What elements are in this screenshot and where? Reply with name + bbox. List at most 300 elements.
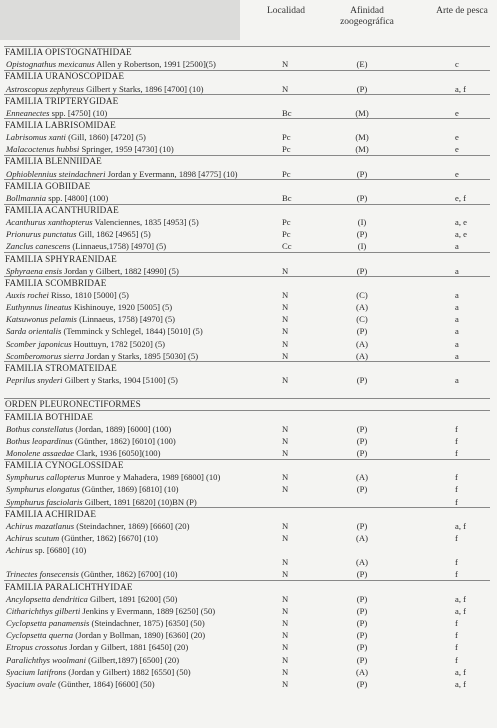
localidad-cell: N (282, 533, 289, 543)
localidad-cell: N (282, 678, 289, 689)
species-row (0, 423, 497, 435)
species-cell (6, 228, 151, 240)
row-divider (4, 410, 490, 411)
arte-de-pesca-cell: a (455, 241, 459, 252)
species-cell (6, 325, 203, 337)
species-taxon: Symphurus fasciolaris (6, 496, 83, 507)
species-row (0, 447, 497, 459)
localidad-cell: Bc (282, 107, 292, 118)
arte-de-pesca-cell: a (455, 338, 459, 349)
family-name: FAMILIA OPISTOGNATHIDAE (5, 47, 132, 57)
localidad-cell: Bc (282, 192, 292, 203)
species-row (0, 496, 497, 508)
species-cell (6, 216, 199, 228)
species-cell (6, 313, 175, 325)
localidad-cell: Pc (282, 132, 291, 143)
species-taxon: Scomber japonicus (6, 338, 72, 349)
localidad-cell: N (282, 375, 289, 385)
species-taxon: Etropus crossotus (6, 642, 68, 653)
species-row (0, 338, 497, 350)
arte-de-pesca-cell: f (455, 618, 458, 628)
species-taxon: Symphurus elongatus (6, 484, 80, 495)
species-cell (6, 374, 178, 386)
afinidad-cell: (M) (355, 132, 369, 143)
species-cell (6, 629, 205, 641)
arte-de-pesca-cell: e (455, 107, 459, 118)
afinidad-cell: (C) (356, 290, 368, 300)
species-row (0, 532, 497, 544)
afinidad-cell: (P) (356, 642, 368, 653)
family-row (0, 459, 497, 471)
afinidad-cell: (I) (357, 217, 367, 228)
family-name: FAMILIA PARALICHTHYIDAE (5, 581, 133, 592)
family-name: FAMILIA TRIPTERYGIDAE (5, 95, 119, 106)
species-cell (6, 544, 86, 556)
species-cell (6, 568, 178, 580)
species-row (0, 168, 497, 180)
species-author: Jordan y Gilbert, 1881 [6450] (20) (69, 642, 189, 653)
row-divider (4, 276, 490, 277)
localidad-cell: Pc (282, 144, 291, 155)
localidad-cell: N (282, 59, 289, 70)
arte-de-pesca-cell: c (455, 59, 459, 70)
species-row (0, 605, 497, 617)
afinidad-cell: (P) (356, 654, 368, 665)
species-row (0, 641, 497, 653)
localidad-cell: N (282, 290, 289, 300)
family-row (0, 277, 497, 289)
family-row (0, 95, 497, 107)
arte-de-pesca-cell: e (455, 168, 459, 179)
afinidad-cell: (P) (356, 593, 368, 604)
afinidad-cell: (A) (356, 533, 368, 543)
row-divider (4, 507, 490, 508)
afinidad-cell: (P) (356, 630, 368, 641)
arte-de-pesca-cell: a, f (455, 605, 466, 616)
species-row (0, 544, 497, 556)
family-name: FAMILIA CYNOGLOSSIDAE (5, 460, 124, 471)
arte-de-pesca-cell: f (455, 447, 458, 458)
species-cell (6, 350, 198, 362)
arte-de-pesca-cell: f (455, 533, 458, 543)
afinidad-cell: (A) (356, 350, 368, 361)
species-author: Jordan y Starks, 1895 [5030] (5) (86, 350, 199, 361)
species-author: Risso, 1810 [5000] (5) (51, 290, 129, 300)
arte-de-pesca-cell: f (455, 654, 458, 665)
column-header-arte-de-pesca: Arte de pesca (436, 6, 488, 16)
afinidad-cell: (P) (356, 678, 368, 689)
afinidad-cell: (E) (356, 59, 368, 70)
species-cell (6, 289, 129, 301)
species-cell (6, 641, 188, 653)
species-taxon: Scomberomorus sierra (6, 350, 85, 361)
family-row (0, 508, 497, 520)
localidad-cell: N (282, 484, 289, 495)
species-author: sp. [6680] (10) (34, 545, 87, 556)
species-taxon: Monolene assaedae (6, 447, 75, 458)
species-author: Jenkins y Evermann, 1889 [6250] (50) (82, 605, 216, 616)
afinidad-cell: (P) (356, 375, 368, 385)
species-row (0, 654, 497, 666)
afinidad-cell: (P) (356, 423, 368, 434)
species-cell (6, 192, 108, 204)
arte-de-pesca-cell: a (455, 302, 459, 313)
arte-de-pesca-cell: a, f (455, 678, 466, 689)
localidad-cell: N (282, 350, 289, 361)
localidad-cell: N (282, 338, 289, 349)
species-taxon: Sarda orientalis (6, 326, 62, 337)
family-name: FAMILIA SPHYRAENIDAE (5, 253, 117, 264)
species-taxon: Sphyraena ensis (6, 265, 63, 276)
species-author: Gill, 1862 [4965] (5) (78, 229, 151, 240)
species-row (0, 131, 497, 143)
species-taxon: Malacoctenus hubbsi (6, 144, 80, 155)
species-cell (6, 666, 191, 678)
arte-de-pesca-cell: a, f (455, 520, 466, 531)
localidad-cell: N (282, 83, 289, 94)
species-author: Gilbert, 1891 [6200] (50) (90, 593, 178, 604)
arte-de-pesca-cell: a (455, 326, 459, 337)
localidad-cell: N (282, 605, 289, 616)
species-author: (Günther, 1862) [6010] (100) (74, 435, 176, 446)
species-taxon: Ophioblennius steindachneri (6, 168, 106, 179)
species-author: Gilbert y Starks, 1904 [5100] (5) (64, 375, 178, 385)
localidad-cell: N (282, 520, 289, 531)
family-name: FAMILIA LABRISOMIDAE (5, 119, 116, 130)
species-taxon: Bothus leopardinus (6, 435, 73, 446)
row-divider (4, 118, 490, 119)
species-cell (6, 617, 205, 629)
column-header-localidad: Localidad (267, 6, 305, 16)
afinidad-line-2: zoogeográfica (340, 17, 394, 27)
species-row (0, 83, 497, 95)
arte-de-pesca-cell: a, f (455, 83, 466, 94)
species-taxon: Peprilus snyderi (6, 375, 63, 385)
localidad-cell: N (282, 423, 289, 434)
row-divider (4, 94, 490, 95)
family-name: ORDEN PLEURONECTIFORMES (5, 399, 141, 410)
species-cell (6, 107, 107, 119)
localidad-cell: Pc (282, 217, 291, 228)
species-taxon: Syacium ovale (6, 678, 56, 689)
species-cell (6, 423, 171, 435)
species-row (0, 289, 497, 301)
species-author: Springer, 1959 [4730] (10) (81, 144, 174, 155)
localidad-cell: Cc (282, 241, 292, 252)
arte-de-pesca-cell: a (455, 350, 459, 361)
species-cell (6, 338, 165, 350)
species-author: Clark, 1936 [6050](100) (76, 447, 161, 458)
species-row (0, 240, 497, 252)
species-row (0, 228, 497, 240)
species-taxon: Katsuwonus pelamis (6, 314, 77, 325)
afinidad-cell: (P) (356, 265, 368, 276)
species-row (0, 265, 497, 277)
family-row (0, 362, 497, 374)
species-cell (6, 58, 216, 70)
afinidad-cell: (A) (356, 472, 368, 483)
species-taxon: Acanthurus xanthopterus (6, 217, 93, 228)
localidad-cell: N (282, 326, 289, 337)
family-name: FAMILIA BLENNIIDAE (5, 156, 102, 167)
species-author: (Linnaeus,1758) [4970] (5) (72, 241, 167, 252)
species-cell (6, 654, 179, 666)
species-taxon: Ancylopsetta dendritica (6, 593, 88, 604)
species-row (0, 629, 497, 641)
species-row (0, 520, 497, 532)
species-cell (6, 471, 220, 483)
species-row (0, 216, 497, 228)
arte-de-pesca-cell: a (455, 265, 459, 276)
species-taxon: Opistognathus mexicanus (6, 59, 95, 70)
afinidad-cell: (A) (356, 557, 368, 568)
arte-de-pesca-cell: f (455, 484, 458, 495)
header-shaded-band (0, 0, 240, 40)
species-cell (6, 532, 158, 544)
row-divider (4, 204, 490, 205)
arte-de-pesca-cell: a, e (455, 217, 467, 228)
afinidad-cell: (P) (356, 520, 368, 531)
localidad-cell: N (282, 557, 289, 568)
afinidad-cell: (M) (355, 144, 369, 155)
afinidad-line-1: Afinidad (350, 6, 384, 16)
family-row (0, 581, 497, 593)
arte-de-pesca-cell: a, f (455, 593, 466, 604)
arte-de-pesca-cell: e (455, 132, 459, 143)
species-author: (Gilbert,1897) [6500] (20) (88, 654, 180, 665)
family-name: FAMILIA GOBIIDAE (5, 180, 91, 191)
row-divider (4, 70, 490, 71)
species-cell (6, 131, 146, 143)
localidad-cell: N (282, 435, 289, 446)
arte-de-pesca-cell: f (455, 423, 458, 434)
arte-de-pesca-cell: f (455, 496, 458, 507)
species-taxon: Cyclopsetta querna (6, 630, 74, 641)
family-row (0, 180, 497, 192)
row-divider (4, 361, 490, 362)
family-name: FAMILIA URANOSCOPIDAE (5, 71, 125, 82)
species-author: spp. [4800] (100) (48, 192, 109, 203)
species-taxon: Citharichthys gilberti (6, 605, 81, 616)
species-cell (6, 143, 174, 155)
afinidad-cell: (P) (356, 326, 368, 337)
family-row (0, 46, 497, 58)
species-taxon: Syacium latifrons (6, 666, 67, 677)
localidad-cell: N (282, 569, 289, 580)
species-taxon: Prionurus punctatus (6, 229, 77, 240)
arte-de-pesca-cell: f (455, 642, 458, 653)
afinidad-cell: (P) (356, 83, 368, 94)
species-row (0, 143, 497, 155)
row-divider (4, 46, 490, 47)
family-name: FAMILIA STROMATEIDAE (5, 362, 117, 373)
family-name: FAMILIA BOTHIDAE (5, 411, 93, 422)
localidad-cell: N (282, 642, 289, 653)
species-row (0, 678, 497, 690)
species-taxon: Symphurus callopterus (6, 472, 86, 483)
species-taxon: Paralichthys woolmani (6, 654, 86, 665)
localidad-cell: N (282, 593, 289, 604)
species-cell (6, 483, 178, 495)
species-author: Gilbert y Starks, 1896 [4700] (10) (86, 83, 204, 94)
species-taxon: Labrisomus xanti (6, 132, 66, 143)
species-author: Jordan y Gilbert, 1882 [4990] (5) (64, 265, 179, 276)
afinidad-cell: (P) (356, 618, 368, 628)
localidad-cell: N (282, 666, 289, 677)
species-row (0, 301, 497, 313)
arte-de-pesca-cell: f (455, 557, 458, 568)
species-row (0, 666, 497, 678)
arte-de-pesca-cell: a, e (455, 229, 467, 240)
species-taxon: Auxis rochei (6, 290, 49, 300)
species-taxon: Achirus mazatlanus (6, 520, 75, 531)
species-cell (6, 83, 204, 95)
family-name: FAMILIA ACHIRIDAE (5, 508, 97, 519)
species-cell (6, 593, 177, 605)
species-author: (Temminck y Schlegel, 1844) [5010] (5) (63, 326, 203, 337)
arte-de-pesca-cell: f (455, 472, 458, 483)
species-cell (6, 240, 166, 252)
afinidad-cell: (A) (356, 338, 368, 349)
species-cell (6, 265, 179, 277)
species-author: (Jordan, 1889) [6000] (100) (75, 423, 172, 434)
afinidad-cell: (A) (356, 666, 368, 677)
arte-de-pesca-cell: f (455, 630, 458, 641)
arte-de-pesca-cell: f (455, 569, 458, 580)
species-row (0, 556, 497, 568)
species-author: spp. [4750] (10) (51, 107, 108, 118)
species-cell (6, 301, 172, 313)
afinidad-cell: (P) (356, 569, 368, 580)
species-author: (Steindachner, 1875) [6350] (50) (91, 618, 205, 628)
family-row (0, 155, 497, 167)
family-row (0, 119, 497, 131)
species-row (0, 471, 497, 483)
species-taxon: Bollmannia (6, 192, 47, 203)
species-author: (Jordan y Gilbert) 1882 [6550] (50) (68, 666, 191, 677)
species-taxon: Trinectes fonsecensis (6, 569, 79, 580)
species-taxon: Achirus scutum (6, 533, 60, 543)
afinidad-cell: (P) (356, 168, 368, 179)
localidad-cell: Pc (282, 168, 291, 179)
species-row (0, 58, 497, 70)
localidad-cell: N (282, 618, 289, 628)
localidad-cell: N (282, 314, 289, 325)
species-author: (Günther, 1862) [6700] (10) (80, 569, 178, 580)
species-author: (Linnaeus, 1758) [4970] (5) (79, 314, 176, 325)
species-cell (6, 447, 160, 459)
species-row (0, 350, 497, 362)
species-taxon: Enneanectes (6, 107, 50, 118)
family-row (0, 411, 497, 423)
afinidad-cell: (I) (357, 241, 367, 252)
afinidad-cell: (P) (356, 192, 368, 203)
species-author: (Steindachner, 1869) [6660] (20) (76, 520, 190, 531)
species-author: (Gill, 1860) [4720] (5) (68, 132, 146, 143)
species-row (0, 593, 497, 605)
localidad-cell: N (282, 472, 289, 483)
species-row (0, 313, 497, 325)
species-cell (6, 520, 189, 532)
species-author: (Günther, 1862) [6670] (10) (61, 533, 158, 543)
afinidad-cell: (A) (356, 302, 368, 313)
species-author: Kishinouye, 1920 [5005] (5) (73, 302, 173, 313)
species-author: (Günther, 1864) [6600] (50) (58, 678, 155, 689)
species-taxon: Euthynnus lineatus (6, 302, 72, 313)
row-divider (4, 252, 490, 253)
family-row (0, 204, 497, 216)
species-author: Houttuyn, 1782 [5020] (5) (73, 338, 165, 349)
afinidad-cell: (M) (355, 107, 369, 118)
localidad-cell: N (282, 302, 289, 313)
species-cell (6, 168, 238, 180)
species-taxon: Cyclopsetta panamensis (6, 618, 90, 628)
arte-de-pesca-cell: f (455, 435, 458, 446)
species-row (0, 435, 497, 447)
species-cell (6, 496, 197, 508)
family-row (0, 398, 497, 410)
localidad-cell: N (282, 265, 289, 276)
arte-de-pesca-cell: a, f (455, 666, 466, 677)
afinidad-cell: (P) (356, 605, 368, 616)
row-divider (4, 179, 490, 180)
species-cell (6, 678, 155, 690)
species-taxon: Zanclus canescens (6, 241, 71, 252)
species-row (0, 617, 497, 629)
species-cell (6, 435, 176, 447)
species-author: Valenciennes, 1835 [4953] (5) (94, 217, 199, 228)
row-divider (4, 580, 490, 581)
species-taxon: Bothus constellatus (6, 423, 74, 434)
family-row (0, 70, 497, 82)
species-row (0, 325, 497, 337)
species-author: Allen y Robertson, 1991 [2500](5) (96, 59, 216, 70)
species-author: Munroe y Mahadera, 1989 [6800] (10) (87, 472, 221, 483)
species-author: Jordan y Evermann, 1898 [4775] (10) (107, 168, 238, 179)
row-divider (4, 155, 490, 156)
arte-de-pesca-cell: e, f (455, 192, 466, 203)
localidad-cell: N (282, 447, 289, 458)
species-cell (6, 605, 215, 617)
species-author: (Jordan y Bollman, 1890) [6360] (20) (75, 630, 206, 641)
species-row (0, 107, 497, 119)
species-author: Gilbert, 1891 [6820] (10)BN (P) (84, 496, 197, 507)
species-author: (Günther, 1869) [6810] (10) (81, 484, 179, 495)
species-taxon: Astroscopus zephyreus (6, 83, 84, 94)
family-name: FAMILIA SCOMBRIDAE (5, 277, 107, 288)
localidad-cell: N (282, 630, 289, 641)
species-row (0, 483, 497, 495)
column-header-afinidad (332, 6, 402, 28)
row-divider (4, 459, 490, 460)
arte-de-pesca-cell: a (455, 375, 459, 385)
family-row (0, 253, 497, 265)
species-row (0, 374, 497, 386)
localidad-cell: N (282, 654, 289, 665)
arte-de-pesca-cell: e (455, 144, 459, 155)
species-taxon: Achirus (6, 545, 33, 556)
family-name: FAMILIA ACANTHURIDAE (5, 205, 119, 215)
species-row (0, 568, 497, 580)
afinidad-cell: (P) (356, 229, 368, 240)
species-row (0, 192, 497, 204)
afinidad-cell: (P) (356, 484, 368, 495)
arte-de-pesca-cell: a (455, 314, 459, 325)
row-divider (4, 398, 490, 399)
arte-de-pesca-cell: a (455, 290, 459, 300)
afinidad-cell: (P) (356, 435, 368, 446)
localidad-cell: Pc (282, 229, 291, 240)
